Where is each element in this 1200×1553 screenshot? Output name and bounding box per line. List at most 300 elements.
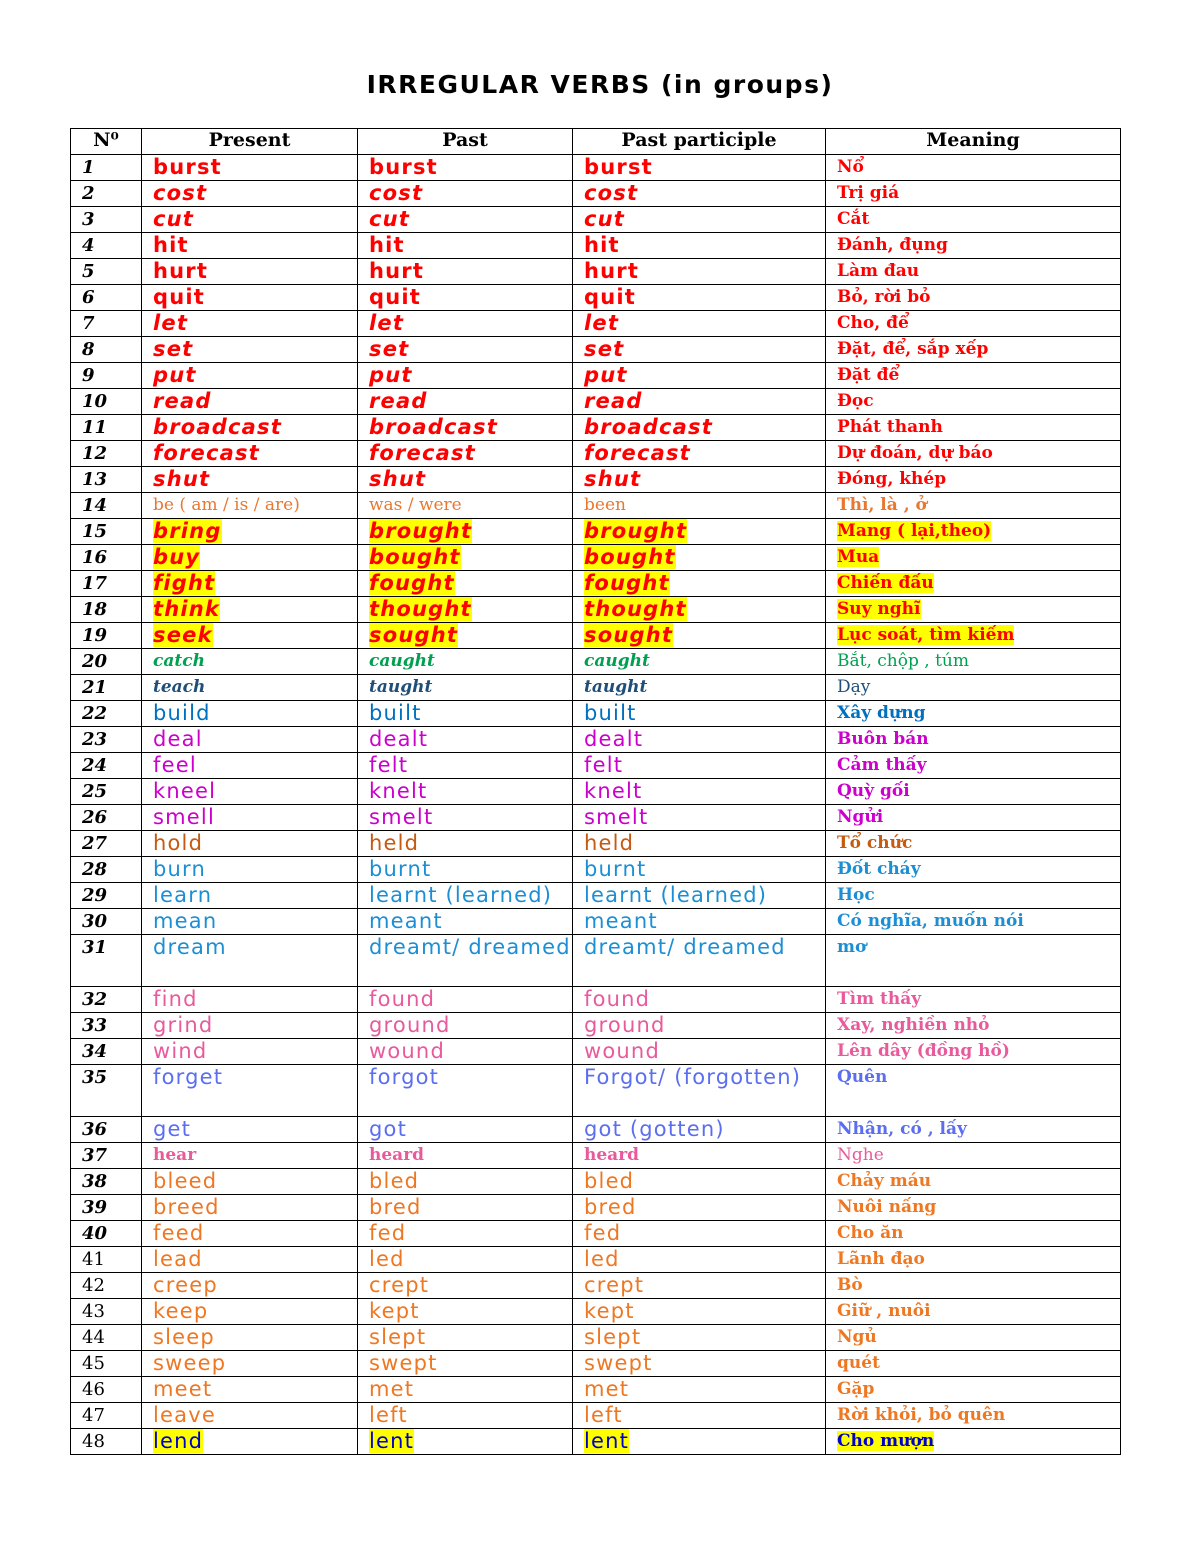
past-participle-cell xyxy=(573,311,826,337)
row-number xyxy=(71,1221,142,1247)
row-number xyxy=(71,1325,142,1351)
table-row xyxy=(71,1117,1121,1143)
past-cell xyxy=(358,571,573,597)
meaning-cell xyxy=(826,1221,1121,1247)
past-participle-cell-text: bred xyxy=(584,1195,637,1219)
past-cell xyxy=(358,1195,573,1221)
past-participle-cell-text: forecast xyxy=(584,441,691,465)
present-cell-text: dream xyxy=(153,935,227,959)
meaning-cell xyxy=(826,649,1121,675)
table-row xyxy=(71,1351,1121,1377)
past-cell-text: brought xyxy=(369,519,473,543)
row-number xyxy=(71,1403,142,1429)
present-cell-text: smell xyxy=(153,805,215,829)
table-row xyxy=(71,857,1121,883)
past-participle-cell xyxy=(573,493,826,519)
past-participle-cell xyxy=(573,1403,826,1429)
past-cell xyxy=(358,389,573,415)
row-number xyxy=(71,649,142,675)
present-cell-text: deal xyxy=(153,727,203,751)
past-participle-cell xyxy=(573,467,826,493)
past-cell-text: swept xyxy=(369,1351,438,1375)
past-cell-text: forecast xyxy=(369,441,476,465)
past-cell-text: broadcast xyxy=(369,415,498,439)
past-cell-text: led xyxy=(369,1247,405,1271)
present-cell xyxy=(142,389,358,415)
meaning-cell xyxy=(826,467,1121,493)
past-cell-text: caught xyxy=(369,651,435,671)
present-cell xyxy=(142,1065,358,1117)
row-number xyxy=(71,1273,142,1299)
past-cell-text: hit xyxy=(369,233,405,257)
past-participle-cell-text: wound xyxy=(584,1039,660,1063)
past-participle-cell xyxy=(573,1039,826,1065)
row-number-text: 35 xyxy=(82,1067,108,1088)
meaning-cell-text: Bỏ, rời bỏ xyxy=(837,287,931,307)
past-cell xyxy=(358,181,573,207)
meaning-cell xyxy=(826,1403,1121,1429)
table-row xyxy=(71,181,1121,207)
present-cell-text: lend xyxy=(153,1429,204,1453)
past-participle-cell xyxy=(573,1325,826,1351)
row-number xyxy=(71,441,142,467)
present-cell xyxy=(142,753,358,779)
row-number xyxy=(71,909,142,935)
present-cell-text: quit xyxy=(153,285,206,309)
table-row xyxy=(71,1325,1121,1351)
row-number xyxy=(71,1429,142,1455)
row-number-text: 16 xyxy=(82,547,108,568)
past-cell xyxy=(358,1377,573,1403)
row-number-text: 1 xyxy=(82,157,95,178)
meaning-cell xyxy=(826,753,1121,779)
meaning-cell xyxy=(826,337,1121,363)
present-cell xyxy=(142,415,358,441)
present-cell-text: learn xyxy=(153,883,213,907)
meaning-cell xyxy=(826,857,1121,883)
row-number-text: 8 xyxy=(82,339,95,360)
row-number xyxy=(71,155,142,181)
meaning-cell xyxy=(826,1325,1121,1351)
row-number-text: 39 xyxy=(82,1197,108,1218)
past-cell xyxy=(358,1247,573,1273)
table-row xyxy=(71,1013,1121,1039)
past-participle-cell-text: swept xyxy=(584,1351,653,1375)
meaning-cell xyxy=(826,1065,1121,1117)
meaning-cell-text: Cho mượn xyxy=(837,1431,935,1451)
present-cell xyxy=(142,1299,358,1325)
table-row xyxy=(71,1429,1121,1455)
row-number-text: 44 xyxy=(82,1327,105,1348)
row-number-text: 26 xyxy=(82,807,108,828)
past-participle-cell-text: heard xyxy=(584,1145,640,1165)
present-cell-text: read xyxy=(153,389,212,413)
present-cell xyxy=(142,1403,358,1429)
meaning-cell-text: Đặt, để, sắp xếp xyxy=(837,339,989,359)
past-cell xyxy=(358,545,573,571)
row-number xyxy=(71,623,142,649)
row-number-text: 46 xyxy=(82,1379,105,1400)
table-row xyxy=(71,259,1121,285)
past-participle-cell-text: burst xyxy=(584,155,653,179)
table-row xyxy=(71,675,1121,701)
meaning-cell-text: Xây dựng xyxy=(837,703,926,723)
past-cell-text: forgot xyxy=(369,1065,440,1089)
row-number xyxy=(71,389,142,415)
table-row xyxy=(71,1299,1121,1325)
past-participle-cell xyxy=(573,1377,826,1403)
table-row xyxy=(71,493,1121,519)
past-participle-cell-text: left xyxy=(584,1403,623,1427)
past-participle-cell-text: led xyxy=(584,1247,620,1271)
past-cell-text: wound xyxy=(369,1039,445,1063)
row-number-text: 23 xyxy=(82,729,108,750)
past-participle-cell xyxy=(573,623,826,649)
past-cell xyxy=(358,909,573,935)
meaning-cell-text: Lên dây (đồng hồ) xyxy=(837,1041,1010,1061)
meaning-cell-text: Đọc xyxy=(837,391,874,411)
meaning-cell-text: Thì, là , ở xyxy=(837,495,927,515)
row-number xyxy=(71,233,142,259)
past-participle-cell xyxy=(573,441,826,467)
meaning-cell-text: Mang ( lại,theo) xyxy=(837,521,992,541)
row-number-text: 15 xyxy=(82,521,108,542)
row-number-text: 28 xyxy=(82,859,108,880)
meaning-cell-text: Trị giá xyxy=(837,183,900,203)
present-cell-text: shut xyxy=(153,467,211,491)
row-number-text: 7 xyxy=(82,313,95,334)
table-row xyxy=(71,1273,1121,1299)
past-participle-cell-text: bought xyxy=(584,545,676,569)
row-number-text: 27 xyxy=(82,833,108,854)
row-number-text: 34 xyxy=(82,1041,108,1062)
past-participle-cell xyxy=(573,1117,826,1143)
table-row xyxy=(71,753,1121,779)
past-participle-cell-text: crept xyxy=(584,1273,645,1297)
past-cell xyxy=(358,1325,573,1351)
meaning-cell xyxy=(826,1377,1121,1403)
present-cell-text: get xyxy=(153,1117,192,1141)
header-past-participle: Past participle xyxy=(573,129,826,155)
past-cell xyxy=(358,363,573,389)
past-cell-text: dealt xyxy=(369,727,429,751)
past-participle-cell-text: thought xyxy=(584,597,687,621)
meaning-cell xyxy=(826,1247,1121,1273)
present-cell xyxy=(142,883,358,909)
present-cell xyxy=(142,337,358,363)
row-number-text: 19 xyxy=(82,625,108,646)
page-title: IRREGULAR VERBS (in groups) xyxy=(366,70,834,99)
past-cell-text: knelt xyxy=(369,779,428,803)
past-cell xyxy=(358,233,573,259)
past-participle-cell xyxy=(573,1143,826,1169)
past-cell-text: fought xyxy=(369,571,455,595)
meaning-cell xyxy=(826,597,1121,623)
present-cell-text: lead xyxy=(153,1247,203,1271)
row-number xyxy=(71,701,142,727)
past-cell-text: bred xyxy=(369,1195,422,1219)
table-row xyxy=(71,1403,1121,1429)
past-participle-cell-text: found xyxy=(584,987,651,1011)
row-number xyxy=(71,1299,142,1325)
meaning-cell-text: Bắt, chộp , túm xyxy=(837,651,969,671)
present-cell xyxy=(142,1117,358,1143)
present-cell xyxy=(142,207,358,233)
past-participle-cell xyxy=(573,935,826,987)
row-number xyxy=(71,363,142,389)
row-number xyxy=(71,181,142,207)
present-cell xyxy=(142,1169,358,1195)
past-cell-text: read xyxy=(369,389,428,413)
present-cell-text: bleed xyxy=(153,1169,218,1193)
meaning-cell xyxy=(826,181,1121,207)
row-number-text: 10 xyxy=(82,391,108,412)
row-number xyxy=(71,571,142,597)
row-number-text: 38 xyxy=(82,1171,108,1192)
present-cell-text: let xyxy=(153,311,189,335)
past-cell-text: taught xyxy=(369,677,433,697)
past-cell xyxy=(358,831,573,857)
past-cell xyxy=(358,441,573,467)
table-row xyxy=(71,597,1121,623)
present-cell-text: hold xyxy=(153,831,204,855)
past-cell-text: bled xyxy=(369,1169,420,1193)
past-cell-text: burnt xyxy=(369,857,432,881)
present-cell-text: keep xyxy=(153,1299,209,1323)
meaning-cell-text: Chảy máu xyxy=(837,1171,932,1191)
table-row xyxy=(71,363,1121,389)
meaning-cell xyxy=(826,701,1121,727)
row-number-text: 18 xyxy=(82,599,108,620)
table-row xyxy=(71,545,1121,571)
past-cell xyxy=(358,1143,573,1169)
present-cell-text: grind xyxy=(153,1013,214,1037)
past-participle-cell xyxy=(573,207,826,233)
present-cell xyxy=(142,467,358,493)
row-number xyxy=(71,467,142,493)
row-number xyxy=(71,1143,142,1169)
past-cell-text: crept xyxy=(369,1273,430,1297)
meaning-cell xyxy=(826,519,1121,545)
past-cell xyxy=(358,779,573,805)
past-participle-cell xyxy=(573,1195,826,1221)
table-row xyxy=(71,1195,1121,1221)
past-participle-cell-text: let xyxy=(584,311,620,335)
header-row xyxy=(71,129,1121,155)
past-participle-cell xyxy=(573,649,826,675)
row-number xyxy=(71,883,142,909)
past-cell xyxy=(358,935,573,987)
present-cell xyxy=(142,233,358,259)
row-number-text: 2 xyxy=(82,183,95,204)
past-cell-text: left xyxy=(369,1403,408,1427)
table-row xyxy=(71,1065,1121,1117)
past-cell-text: meant xyxy=(369,909,443,933)
present-cell-text: kneel xyxy=(153,779,217,803)
row-number-text: 42 xyxy=(82,1275,105,1296)
past-cell-text: heard xyxy=(369,1145,425,1165)
meaning-cell-text: Tìm thấy xyxy=(837,989,922,1009)
meaning-cell xyxy=(826,1429,1121,1455)
meaning-cell xyxy=(826,1169,1121,1195)
present-cell xyxy=(142,1195,358,1221)
header-no: N⁰ xyxy=(71,129,142,155)
past-cell-text: lent xyxy=(369,1429,415,1453)
past-participle-cell xyxy=(573,337,826,363)
past-participle-cell xyxy=(573,805,826,831)
meaning-cell xyxy=(826,779,1121,805)
table-row xyxy=(71,155,1121,181)
past-participle-cell-text: held xyxy=(584,831,635,855)
meaning-cell-text: Đánh, đụng xyxy=(837,235,948,255)
row-number xyxy=(71,285,142,311)
present-cell-text: burn xyxy=(153,857,207,881)
row-number-text: 33 xyxy=(82,1015,108,1036)
past-cell-text: found xyxy=(369,987,436,1011)
present-cell-text: fight xyxy=(153,571,216,595)
present-cell xyxy=(142,571,358,597)
row-number-text: 21 xyxy=(82,677,108,698)
table-row xyxy=(71,623,1121,649)
past-cell xyxy=(358,805,573,831)
past-participle-cell-text: cost xyxy=(584,181,639,205)
row-number xyxy=(71,1351,142,1377)
present-cell xyxy=(142,1039,358,1065)
past-participle-cell xyxy=(573,701,826,727)
present-cell-text: be ( am / is / are) xyxy=(153,495,300,515)
present-cell xyxy=(142,1143,358,1169)
past-participle-cell xyxy=(573,883,826,909)
row-number xyxy=(71,1117,142,1143)
table-row xyxy=(71,779,1121,805)
past-cell-text: kept xyxy=(369,1299,420,1323)
meaning-cell xyxy=(826,1039,1121,1065)
past-cell-text: bought xyxy=(369,545,461,569)
past-cell xyxy=(358,493,573,519)
row-number-text: 48 xyxy=(82,1431,105,1452)
row-number-text: 12 xyxy=(82,443,108,464)
past-participle-cell xyxy=(573,1429,826,1455)
past-participle-cell-text: put xyxy=(584,363,628,387)
past-cell xyxy=(358,259,573,285)
row-number-text: 5 xyxy=(82,261,95,282)
present-cell-text: sweep xyxy=(153,1351,227,1375)
present-cell xyxy=(142,857,358,883)
meaning-cell xyxy=(826,545,1121,571)
past-participle-cell-text: kept xyxy=(584,1299,635,1323)
past-cell-text: hurt xyxy=(369,259,425,283)
past-participle-cell-text: dealt xyxy=(584,727,644,751)
meaning-cell xyxy=(826,207,1121,233)
past-cell xyxy=(358,753,573,779)
past-participle-cell xyxy=(573,181,826,207)
header-present: Present xyxy=(142,129,358,155)
past-participle-cell xyxy=(573,1247,826,1273)
table-row xyxy=(71,311,1121,337)
past-participle-cell xyxy=(573,987,826,1013)
meaning-cell xyxy=(826,883,1121,909)
past-cell-text: quit xyxy=(369,285,422,309)
past-cell-text: let xyxy=(369,311,405,335)
past-participle-cell xyxy=(573,779,826,805)
present-cell-text: hurt xyxy=(153,259,209,283)
past-cell-text: ground xyxy=(369,1013,451,1037)
past-cell-text: felt xyxy=(369,753,409,777)
meaning-cell xyxy=(826,155,1121,181)
meaning-cell-text: Cắt xyxy=(837,209,870,229)
past-cell xyxy=(358,1117,573,1143)
table-row xyxy=(71,233,1121,259)
past-cell-text: met xyxy=(369,1377,415,1401)
present-cell xyxy=(142,1273,358,1299)
row-number xyxy=(71,1065,142,1117)
past-cell xyxy=(358,1429,573,1455)
verbs-table xyxy=(70,128,1121,1455)
present-cell-text: feel xyxy=(153,753,197,777)
present-cell xyxy=(142,831,358,857)
row-number xyxy=(71,337,142,363)
meaning-cell-text: Đặt để xyxy=(837,365,900,385)
past-cell xyxy=(358,675,573,701)
past-cell-text: learnt (learned) xyxy=(369,883,553,907)
meaning-cell-text: Đóng, khép xyxy=(837,469,947,489)
present-cell-text: catch xyxy=(153,651,205,671)
past-participle-cell xyxy=(573,519,826,545)
past-participle-cell xyxy=(573,1299,826,1325)
present-cell xyxy=(142,181,358,207)
past-cell xyxy=(358,987,573,1013)
present-cell-text: feed xyxy=(153,1221,205,1245)
past-participle-cell xyxy=(573,155,826,181)
header-past: Past xyxy=(358,129,573,155)
past-participle-cell-text: felt xyxy=(584,753,624,777)
meaning-cell xyxy=(826,675,1121,701)
row-number-text: 40 xyxy=(82,1223,108,1244)
present-cell-text: set xyxy=(153,337,194,361)
meaning-cell-text: quét xyxy=(837,1353,880,1373)
row-number xyxy=(71,727,142,753)
past-cell-text: sought xyxy=(369,623,459,647)
present-cell xyxy=(142,311,358,337)
row-number-text: 25 xyxy=(82,781,108,802)
meaning-cell-text: Suy nghĩ xyxy=(837,599,921,619)
past-participle-cell-text: got (gotten) xyxy=(584,1117,725,1141)
past-cell xyxy=(358,1403,573,1429)
past-participle-cell-text: Forgot/ (forgotten) xyxy=(584,1065,802,1089)
meaning-cell xyxy=(826,987,1121,1013)
present-cell-text: meet xyxy=(153,1377,213,1401)
meaning-cell-text: Quên xyxy=(837,1067,888,1087)
meaning-cell-text: Tổ chức xyxy=(837,833,913,853)
row-number-text: 4 xyxy=(82,235,95,256)
past-participle-cell-text: hit xyxy=(584,233,620,257)
verbs-table-body xyxy=(71,155,1121,1455)
row-number xyxy=(71,597,142,623)
row-number xyxy=(71,519,142,545)
present-cell xyxy=(142,1351,358,1377)
present-cell xyxy=(142,545,358,571)
past-participle-cell-text: learnt (learned) xyxy=(584,883,768,907)
meaning-cell-text: Ngửi xyxy=(837,807,884,827)
meaning-cell xyxy=(826,233,1121,259)
present-cell xyxy=(142,779,358,805)
past-cell-text: got xyxy=(369,1117,408,1141)
meaning-cell-text: Dự đoán, dự báo xyxy=(837,443,993,463)
row-number-text: 13 xyxy=(82,469,108,490)
table-row xyxy=(71,441,1121,467)
present-cell-text: forecast xyxy=(153,441,260,465)
past-participle-cell-text: knelt xyxy=(584,779,643,803)
